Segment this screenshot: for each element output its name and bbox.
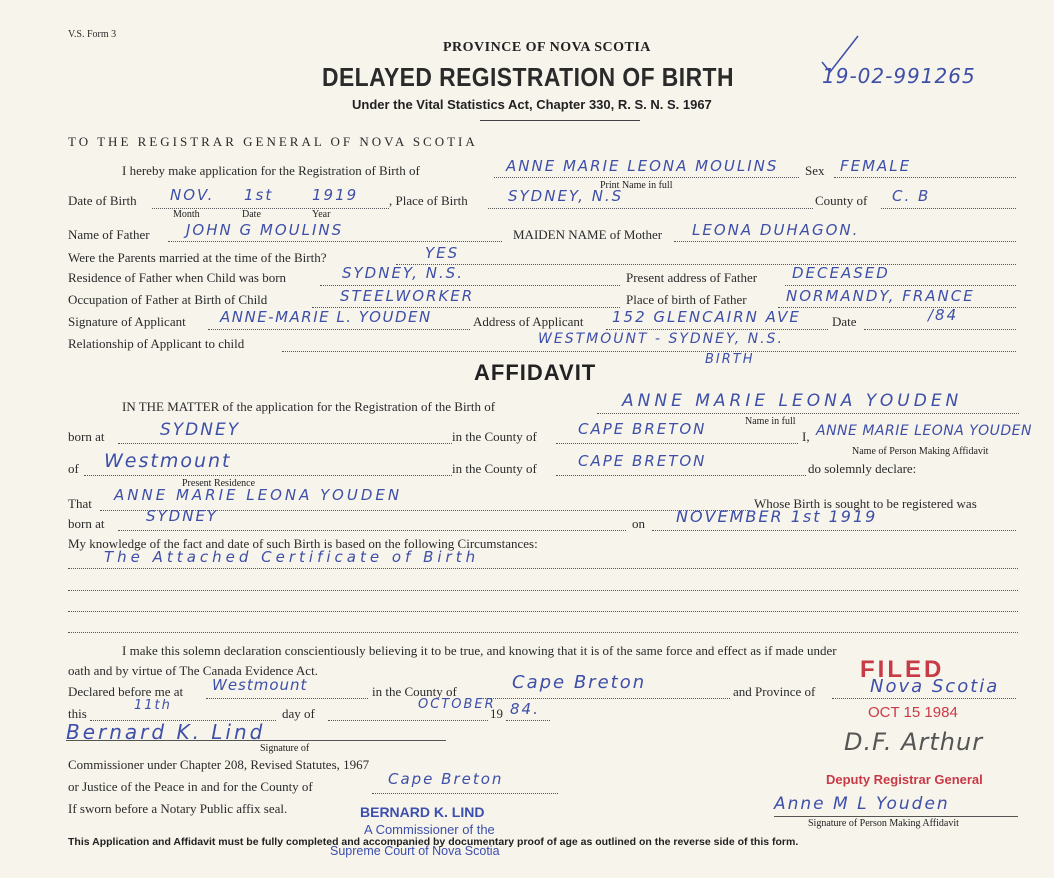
county-value: C. B bbox=[892, 187, 931, 205]
knowledge-label: My knowledge of the fact and date of such Birth is based on the following Circumstances: bbox=[68, 536, 538, 551]
declared-county-value: Cape Breton bbox=[512, 672, 647, 693]
child-name-value: ANNE MARIE LEONA MOULINS bbox=[506, 157, 779, 175]
form-number: V.S. Form 3 bbox=[68, 29, 117, 40]
commissioner-label: Commissioner under Chapter 208, Revised Statutes, 1967 bbox=[68, 757, 370, 772]
to-registrar-heading: TO THE REGISTRAR GENERAL OF NOVA SCOTIA bbox=[68, 134, 478, 149]
residence-father-value: SYDNEY, N.S. bbox=[342, 264, 464, 282]
dob-year-value: 1919 bbox=[312, 186, 359, 204]
person-value: ANNE MARIE LEONA YOUDEN bbox=[816, 423, 1032, 439]
residence-father-label: Residence of Father when Child was born bbox=[68, 270, 287, 285]
present-address-father-label: Present address of Father bbox=[626, 270, 758, 285]
of-value: Westmount bbox=[104, 450, 232, 472]
month-hint: Month bbox=[173, 209, 200, 220]
applicant-signature-value: ANNE-MARIE L. YOUDEN bbox=[220, 308, 432, 326]
county1-value: CAPE BRETON bbox=[578, 420, 707, 438]
month-value: OCTOBER bbox=[418, 697, 496, 712]
deputy-registrar-stamp: Deputy Registrar General bbox=[826, 772, 983, 787]
born-at-label: born at bbox=[68, 429, 105, 444]
check-mark-icon bbox=[818, 32, 862, 78]
declared-at-value: Westmount bbox=[212, 676, 308, 694]
applicant-signature-label: Signature of Applicant bbox=[68, 314, 186, 329]
solemnly-declare: do solemnly declare: bbox=[808, 461, 917, 476]
dob-month-value: NOV. bbox=[170, 186, 215, 204]
dob-date-value: 1st bbox=[244, 186, 274, 204]
on-label: on bbox=[632, 516, 645, 531]
father-label: Name of Father bbox=[68, 227, 150, 242]
affidavit-heading: AFFIDAVIT bbox=[474, 360, 597, 385]
county-label: County of bbox=[815, 193, 868, 208]
registrar-signature: D.F. Arthur bbox=[844, 728, 984, 756]
sex-label: Sex bbox=[805, 163, 825, 178]
declared-province-value: Nova Scotia bbox=[870, 676, 1000, 697]
person-signature: Anne M L Youden bbox=[774, 794, 950, 814]
whose-birth-label: Whose Birth is sought to be registered was bbox=[754, 496, 977, 511]
page-title: DELAYED REGISTRATION OF BIRTH bbox=[322, 62, 734, 92]
present-address-father-value: DECEASED bbox=[792, 264, 890, 282]
applicant-address-line2: WESTMOUNT - SYDNEY, N.S. bbox=[538, 331, 784, 347]
commissioner-signature: Bernard K. Lind bbox=[66, 720, 266, 744]
mother-maiden-value: LEONA DUHAGON. bbox=[692, 221, 860, 239]
present-residence-hint: Present Residence bbox=[182, 478, 256, 489]
filed-stamp: FILED bbox=[860, 656, 945, 683]
person-signature-line bbox=[774, 816, 1018, 817]
declaration-line2: oath and by virtue of The Canada Evidence Act. bbox=[68, 663, 318, 678]
relationship-value: BIRTH bbox=[705, 352, 755, 367]
that-value: ANNE MARIE LEONA YOUDEN bbox=[114, 486, 403, 504]
title-rule bbox=[480, 120, 640, 121]
filed-date-stamp: OCT 15 1984 bbox=[868, 704, 958, 721]
applicant-address-label: Address of Applicant bbox=[473, 314, 584, 329]
place-of-birth-label: , Place of Birth bbox=[389, 193, 468, 208]
that-label: That bbox=[68, 496, 92, 511]
footer-note: This Application and Affidavit must be fully completed and accompanied by documentary proof of age as outlined on the reverse side of this form. bbox=[68, 836, 799, 848]
year-value: 84. bbox=[510, 700, 540, 718]
of-label: of bbox=[68, 461, 79, 476]
justice-county-value: Cape Breton bbox=[388, 770, 504, 788]
sex-value: FEMALE bbox=[840, 157, 912, 175]
born-at2-label: born at bbox=[68, 516, 105, 531]
maiden-label: MAIDEN NAME of Mother bbox=[513, 227, 663, 242]
date-value: /84 bbox=[928, 306, 959, 324]
born-at-value: SYDNEY bbox=[160, 420, 241, 440]
person-hint: Name of Person Making Affidavit bbox=[852, 446, 989, 457]
occupation-value: STEELWORKER bbox=[340, 287, 475, 305]
commissioner-stamp-name: BERNARD K. LIND bbox=[360, 804, 485, 820]
county-of-label: in the County of bbox=[372, 684, 457, 699]
province-label: and Province of bbox=[733, 684, 816, 699]
in-county2-label: in the County of bbox=[452, 461, 537, 476]
year-hint: Year bbox=[312, 209, 331, 220]
declared-label: Declared before me at bbox=[68, 684, 184, 699]
relationship-label: Relationship of Applicant to child bbox=[68, 336, 245, 351]
commissioner-signature-line bbox=[66, 740, 446, 741]
matter-label: IN THE MATTER of the application for the Registration of the Birth of bbox=[122, 399, 496, 414]
county2-value: CAPE BRETON bbox=[578, 452, 707, 470]
declaration-line1: I make this solemn declaration conscientiously believing it to be true, and knowing that it is of the same force and effect as if made under bbox=[122, 643, 837, 658]
father-value: JOHN G MOULINS bbox=[186, 221, 344, 239]
place-of-birth-value: SYDNEY, N.S bbox=[508, 187, 624, 205]
pob-father-value: NORMANDY, FRANCE bbox=[786, 287, 975, 305]
apply-label: I hereby make application for the Registration of Birth of bbox=[122, 163, 420, 178]
commissioner-stamp-title: A Commissioner of the bbox=[364, 822, 495, 837]
registration-number: 19-02-991265 bbox=[822, 64, 976, 88]
province-heading: PROVINCE OF NOVA SCOTIA bbox=[443, 40, 651, 55]
in-county-label: in the County of bbox=[452, 429, 537, 444]
date-hint: Date bbox=[242, 209, 261, 220]
this-label: this bbox=[68, 706, 87, 721]
justice-label: or Justice of the Peace in and for the County of bbox=[68, 779, 313, 794]
day-value: 11th bbox=[134, 698, 172, 713]
pob-father-label: Place of birth of Father bbox=[626, 292, 747, 307]
dob-label: Date of Birth bbox=[68, 193, 137, 208]
signature-of-label: Signature of bbox=[260, 743, 310, 754]
occupation-label: Occupation of Father at Birth of Child bbox=[68, 292, 268, 307]
person-signature-label: Signature of Person Making Affidavit bbox=[808, 818, 959, 829]
born-at2-value: SYDNEY bbox=[146, 507, 219, 525]
married-label: Were the Parents married at the time of the Birth? bbox=[68, 250, 327, 265]
married-value: YES bbox=[425, 244, 460, 262]
year-prefix: 19 bbox=[490, 706, 503, 721]
day-of-label: day of bbox=[282, 706, 315, 721]
page-subtitle: Under the Vital Statistics Act, Chapter 330, R. S. N. S. 1967 bbox=[352, 97, 712, 112]
notary-label: If sworn before a Notary Public affix seal. bbox=[68, 801, 288, 816]
circumstances-value: The Attached Certificate of Birth bbox=[104, 548, 480, 566]
date-label: Date bbox=[832, 314, 857, 329]
on-value: NOVEMBER 1st 1919 bbox=[676, 507, 878, 526]
commissioner-stamp-court: Supreme Court of Nova Scotia bbox=[330, 844, 500, 858]
matter-value: ANNE MARIE LEONA YOUDEN bbox=[622, 391, 963, 411]
i-label: I, bbox=[802, 429, 810, 444]
name-full-hint: Name in full bbox=[745, 416, 796, 427]
print-name-hint: Print Name in full bbox=[600, 180, 673, 191]
applicant-address-value: 152 GLENCAIRN AVE bbox=[612, 308, 801, 326]
